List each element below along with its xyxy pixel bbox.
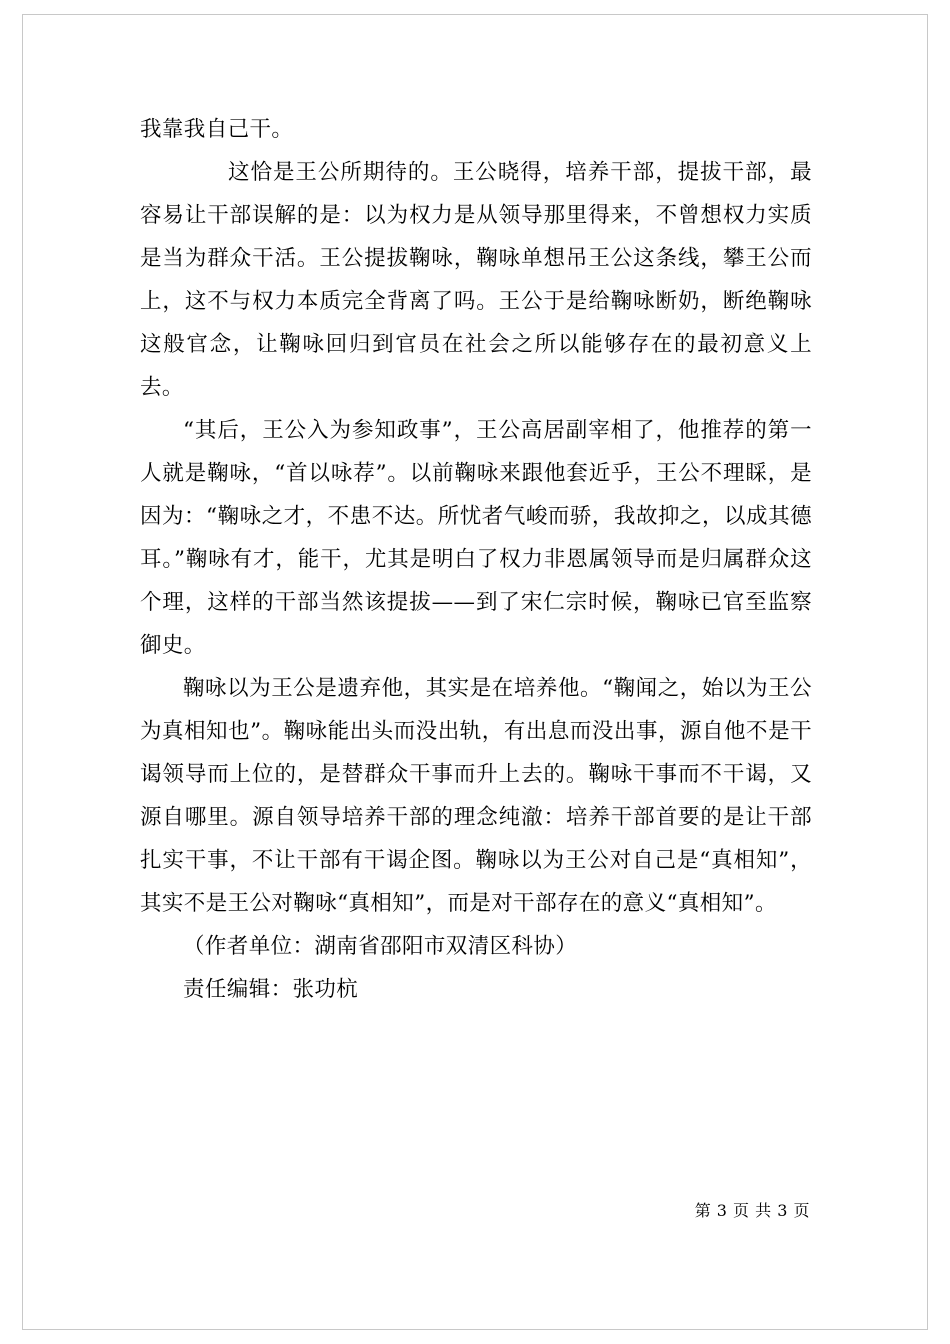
document-body <box>140 108 812 1011</box>
paragraph-author-affiliation: （作者单位：湖南省邵阳市双清区科协） <box>183 934 578 959</box>
paragraph: 鞠咏以为王公是遗弃他，其实是在培养他。“鞠闻之，始以为王公为真相知也”。鞠咏能出头而没出轨，有出息而没出事，源自他不是干谒领导而上位的，是替群众干事而升上去的。鞠咏干事而不干谒，又源自哪里。源自领导培养干部的理念纯澈：培养干部首要的是让干部扎实干事，不让干部有干谒企图。鞠咏以为王公对自己是“真相知”，其实不是王公对鞠咏“真相知”，而是对干部存在的意义“真相知”。 <box>140 676 812 916</box>
paragraph: “其后，王公入为参知政事”，王公高居副宰相了，他推荐的第一人就是鞠咏，“首以咏荐”。以前鞠咏来跟他套近乎，王公不理睬，是因为：“鞠咏之才，不患不达。所忧者气峻而骄，我故抑之，以成其德耳。”鞠咏有才，能干，尤其是明白了权力非恩属领导而是归属群众这个理，这样的干部当然该提拔——到了宋仁宗时候，鞠咏已官至监察御史。 <box>140 418 812 658</box>
paragraph-editor: 责任编辑：张功杭 <box>183 977 359 1002</box>
paragraph: 我靠我自己干。 <box>140 117 294 142</box>
paragraph: 这恰是王公所期待的。王公晓得，培养干部，提拔干部，最容易让干部误解的是：以为权力是从领导那里得来，不曾想权力实质是当为群众干活。王公提拔鞠咏，鞠咏单想吊王公这条线，攀王公而上，这不与权力本质完全背离了吗。王公于是给鞠咏断奶，断绝鞠咏这般官念，让鞠咏回归到官员在社会之所以能够存在的最初意义上去。 <box>140 160 812 400</box>
page-number: 第 3 页 共 3 页 <box>694 1201 810 1220</box>
